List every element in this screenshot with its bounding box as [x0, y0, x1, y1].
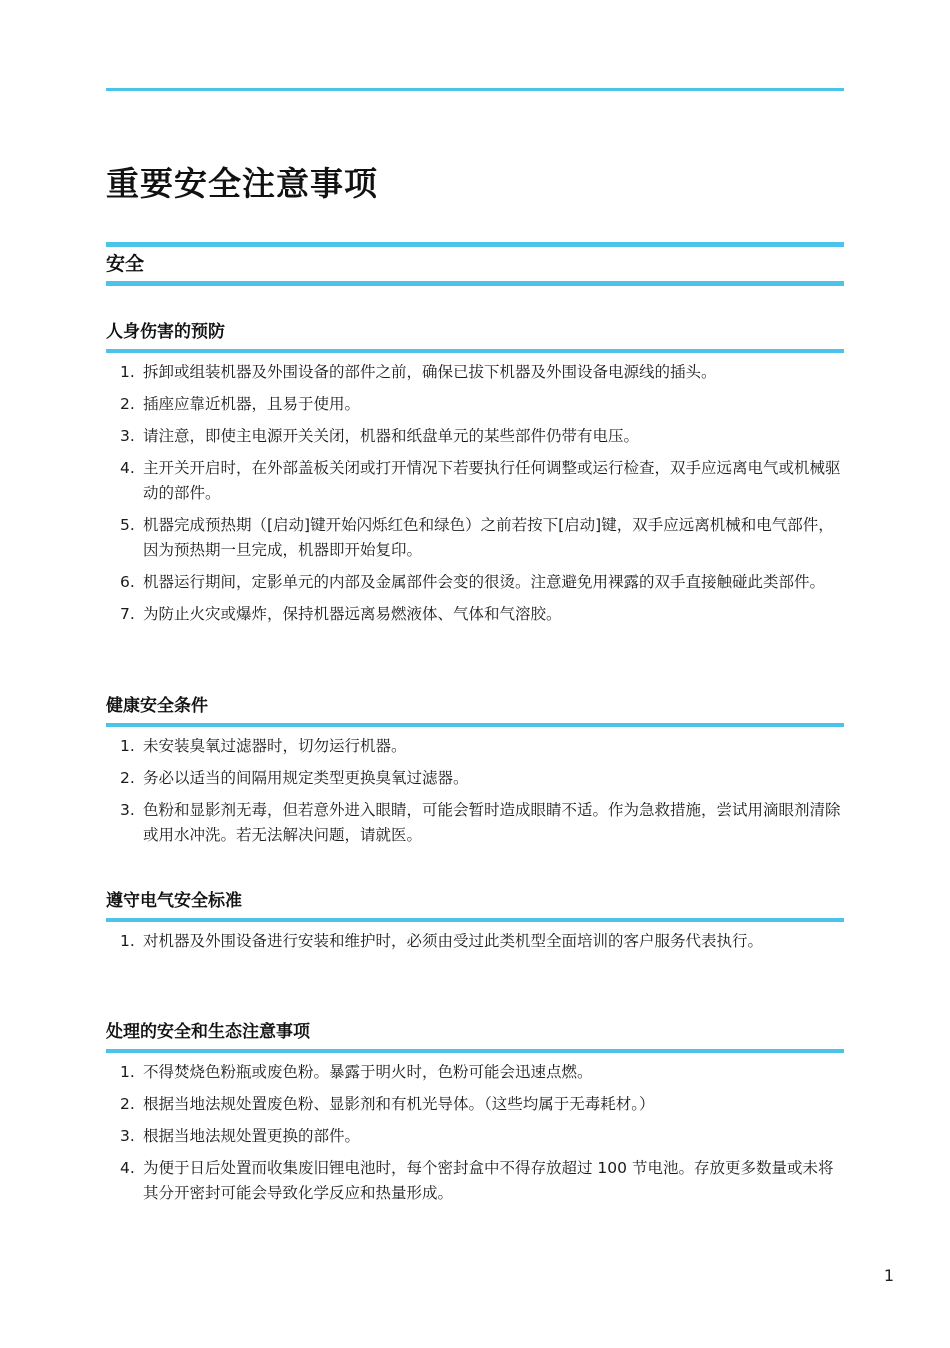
item-number: 2. [120, 395, 135, 413]
item-number: 3. [120, 427, 135, 445]
item-text: 机器完成预热期（[启动]键开始闪烁红色和绿色）之前若按下[启动]键，双手应远离机械和电气部件，因为预热期一旦完成，机器即开始复印。 [143, 516, 834, 559]
item-text: 根据当地法规处置废色粉、显影剂和有机光导体。（这些均属于无毒耗材。） [143, 1095, 655, 1113]
list-item [106, 424, 844, 449]
item-list [106, 1060, 844, 1206]
list-item [106, 734, 844, 759]
item-text: 机器运行期间，定影单元的内部及金属部件会变的很烫。注意避免用裸露的双手直接触碰此类部件。 [143, 573, 826, 591]
subsection-title: 处理的安全和生态注意事项 [106, 1020, 844, 1053]
page-number: 1 [883, 1266, 894, 1285]
item-text: 为便于日后处置而收集废旧锂电池时，每个密封盒中不得存放超过 100 节电池。存放更多数量或未将其分开密封可能会导致化学反应和热量形成。 [143, 1159, 834, 1202]
item-text: 务必以适当的间隔用规定类型更换臭氧过滤器。 [143, 769, 469, 787]
item-text: 插座应靠近机器，且易于使用。 [143, 395, 361, 413]
item-text: 拆卸或组装机器及外围设备的部件之前，确保已拔下机器及外围设备电源线的插头。 [143, 363, 717, 381]
list-item [106, 929, 844, 954]
item-text: 不得焚烧色粉瓶或废色粉。暴露于明火时，色粉可能会迅速点燃。 [143, 1063, 593, 1081]
list-item [106, 1124, 844, 1149]
item-number: 6. [120, 573, 135, 591]
item-list [106, 360, 844, 627]
item-number: 1. [120, 737, 135, 755]
list-item [106, 360, 844, 385]
item-number: 1. [120, 363, 135, 381]
section-title: 安全 [106, 253, 145, 275]
list-item [106, 766, 844, 791]
list-item [106, 513, 844, 563]
subsection-title: 遵守电气安全标准 [106, 889, 844, 922]
top-rule [106, 88, 844, 91]
page-title: 重要安全注意事项 [106, 164, 378, 203]
list-item [106, 1156, 844, 1206]
list-item [106, 602, 844, 627]
subsection-title: 人身伤害的预防 [106, 320, 844, 353]
item-text: 请注意，即使主电源开关关闭，机器和纸盘单元的某些部件仍带有电压。 [143, 427, 640, 445]
item-number: 2. [120, 769, 135, 787]
list-item [106, 392, 844, 417]
item-number: 1. [120, 932, 135, 950]
item-text: 为防止火灾或爆炸，保持机器远离易燃液体、气体和气溶胶。 [143, 605, 562, 623]
item-text: 根据当地法规处置更换的部件。 [143, 1127, 361, 1145]
item-list [106, 734, 844, 848]
item-number: 3. [120, 801, 135, 819]
item-number: 7. [120, 605, 135, 623]
item-text: 未安装臭氧过滤器时，切勿运行机器。 [143, 737, 407, 755]
subsection-title: 健康安全条件 [106, 694, 844, 727]
subsection-disposal [106, 1020, 844, 1213]
item-number: 3. [120, 1127, 135, 1145]
item-text: 对机器及外围设备进行安装和维护时，必须由受过此类机型全面培训的客户服务代表执行。 [143, 932, 764, 950]
list-item [106, 1060, 844, 1085]
subsection-health-safety [106, 694, 844, 855]
item-number: 1. [120, 1063, 135, 1081]
subsection-injury-prevention [106, 320, 844, 634]
list-item [106, 1092, 844, 1117]
item-text: 色粉和显影剂无毒，但若意外进入眼睛，可能会暂时造成眼睛不适。作为急救措施，尝试用滴眼剂清除或用水冲洗。若无法解决问题，请就医。 [143, 801, 841, 844]
item-number: 4. [120, 1159, 135, 1177]
list-item [106, 798, 844, 848]
item-number: 5. [120, 516, 135, 534]
list-item [106, 570, 844, 595]
item-text: 主开关开启时，在外部盖板关闭或打开情况下若要执行任何调整或运行检查，双手应远离电气或机械驱动的部件。 [143, 459, 841, 502]
list-item [106, 456, 844, 506]
subsection-electrical-standards [106, 889, 844, 961]
item-list [106, 929, 844, 954]
item-number: 4. [120, 459, 135, 477]
section-header [106, 242, 844, 286]
item-number: 2. [120, 1095, 135, 1113]
